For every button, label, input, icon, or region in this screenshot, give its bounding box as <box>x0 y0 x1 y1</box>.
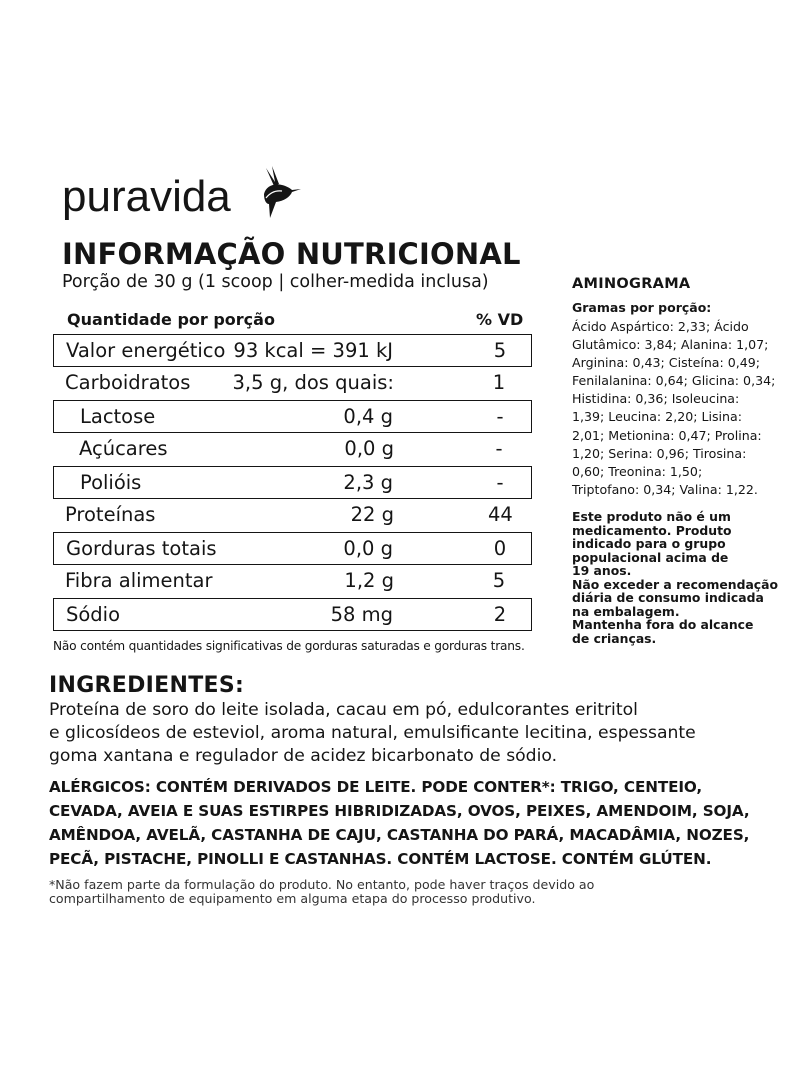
footnote-line: *Não fazem parte da formulação do produto. No entanto, pode haver traços devido ao <box>49 877 595 892</box>
row-vd: 0 <box>493 537 507 560</box>
allergens-line: AMÊNDOA, AVELÃ, CASTANHA DE CAJU, CASTANHA DO PARÁ, MACADÂMIA, NOZES, <box>49 826 750 844</box>
warning-line: medicamento. Produto <box>572 522 732 538</box>
warning-line: de crianças. <box>572 630 657 646</box>
aminograma-line: Ácido Aspártico: 2,33; Ácido <box>572 319 749 334</box>
aminograma-line: Arginina: 0,43; Cisteína: 0,49; <box>572 355 761 371</box>
row-name: Lactose <box>80 405 156 428</box>
row-vd: 5 <box>492 569 506 592</box>
aminograma-line: Glutâmico: 3,84; Alanina: 1,07; <box>572 337 769 353</box>
aminograma-line: 0,60; Treonina: 1,50; <box>572 463 703 479</box>
table-row <box>53 499 532 532</box>
ingredients-line: e glicosídeos de esteviol, aroma natural, emulsificante lecitina, espessante <box>49 723 696 743</box>
aminograma-line: Histidina: 0,36; Isoleucina: <box>572 391 740 407</box>
allergens-line: PECÃ, PISTACHE, PINOLLI E CASTANHAS. CONTÉM LACTOSE. CONTÉM GLÚTEN. <box>49 850 712 868</box>
nutrition-table <box>53 334 532 631</box>
row-vd: - <box>496 405 504 428</box>
table-row <box>53 334 532 367</box>
row-amount: 93 kcal = 391 kJ <box>233 339 393 362</box>
aminograma-line: 1,20; Serina: 0,96; Tirosina: <box>572 445 747 461</box>
ingredients-line: goma xantana e regulador de acidez bicarbonato de sódio. <box>49 746 558 766</box>
aminograma-line: Triptofano: 0,34; Valina: 1,22. <box>572 481 758 497</box>
allergens-line: CEVADA, AVEIA E SUAS ESTIRPES HIBRIDIZADAS, OVOS, PEIXES, AMENDOIM, SOJA, <box>49 802 750 820</box>
ingredients-text <box>49 699 769 768</box>
header-quantity: Quantidade por porção <box>67 310 275 329</box>
table-row <box>53 532 532 565</box>
footnote-line: compartilhamento de equipamento em alguma etapa do processo produtivo. <box>49 890 536 906</box>
aminograma-line: Fenilalanina: 0,64; Glicina: 0,34; <box>572 373 776 389</box>
warning-line: populacional acima de <box>572 549 729 565</box>
brand-name: puravida <box>62 172 231 221</box>
warning-line: indicado para o grupo <box>572 536 726 551</box>
table-header <box>67 310 527 332</box>
table-note: Não contém quantidades significativas de gorduras saturadas e gorduras trans. <box>53 639 525 653</box>
page-title: INFORMAÇÃO NUTRICIONAL <box>62 237 521 271</box>
row-amount: 22 g <box>350 503 394 526</box>
row-amount: 3,5 g, dos quais: <box>232 371 394 394</box>
aminograma-subtitle: Gramas por porção: <box>572 300 712 315</box>
row-name: Carboidratos <box>65 371 191 394</box>
ingredients-title: INGREDIENTES: <box>49 673 245 698</box>
table-row <box>53 367 532 400</box>
row-name: Fibra alimentar <box>65 569 213 592</box>
row-name: Açúcares <box>79 437 168 460</box>
aminograma-line: 1,39; Leucina: 2,20; Lisina: <box>572 409 742 425</box>
row-amount: 0,0 g <box>344 437 394 460</box>
row-amount: 0,4 g <box>343 405 393 428</box>
row-vd: - <box>495 437 503 460</box>
warning-line: diária de consumo indicada <box>572 590 764 605</box>
row-vd: 44 <box>488 503 513 526</box>
row-vd: 1 <box>492 371 506 394</box>
ingredients-line: Proteína de soro do leite isolada, cacau em pó, edulcorantes eritritol <box>49 700 638 720</box>
warning-line: 19 anos. <box>572 563 632 578</box>
warning-line: Este produto não é um <box>572 509 731 524</box>
table-row <box>53 433 532 466</box>
warning-line: Não exceder a recomendação <box>572 576 779 592</box>
table-row <box>53 598 532 631</box>
row-amount: 1,2 g <box>344 569 394 592</box>
row-name: Valor energético <box>66 339 226 362</box>
header-vd: % VD <box>476 310 524 329</box>
allergens-line: ALÉRGICOS: CONTÉM DERIVADOS DE LEITE. PODE CONTER*: TRIGO, CENTEIO, <box>49 778 703 796</box>
portion-size: Porção de 30 g (1 scoop | colher-medida inclusa) <box>62 272 489 292</box>
allergens-text <box>49 775 779 871</box>
table-row <box>53 466 532 499</box>
aminograma-title: AMINOGRAMA <box>572 276 691 292</box>
aminograma-line: 2,01; Metionina: 0,47; Prolina: <box>572 427 762 443</box>
warning-text <box>572 510 787 645</box>
warning-line: Mantenha fora do alcance <box>572 617 754 632</box>
row-amount: 2,3 g <box>343 471 393 494</box>
hummingbird-icon <box>244 164 302 220</box>
aminograma-list <box>572 318 784 499</box>
row-name: Polióis <box>80 471 142 494</box>
table-row <box>53 400 532 433</box>
row-name: Sódio <box>66 603 121 626</box>
row-name: Gorduras totais <box>66 537 217 560</box>
row-vd: 5 <box>493 339 507 362</box>
row-amount: 58 mg <box>330 603 393 626</box>
row-vd: 2 <box>493 603 507 626</box>
row-name: Proteínas <box>65 503 156 526</box>
brand-logo <box>62 166 302 226</box>
warning-line: na embalagem. <box>572 603 680 619</box>
row-amount: 0,0 g <box>343 537 393 560</box>
row-vd: - <box>496 471 504 494</box>
table-row <box>53 565 532 598</box>
footnote <box>49 878 749 905</box>
